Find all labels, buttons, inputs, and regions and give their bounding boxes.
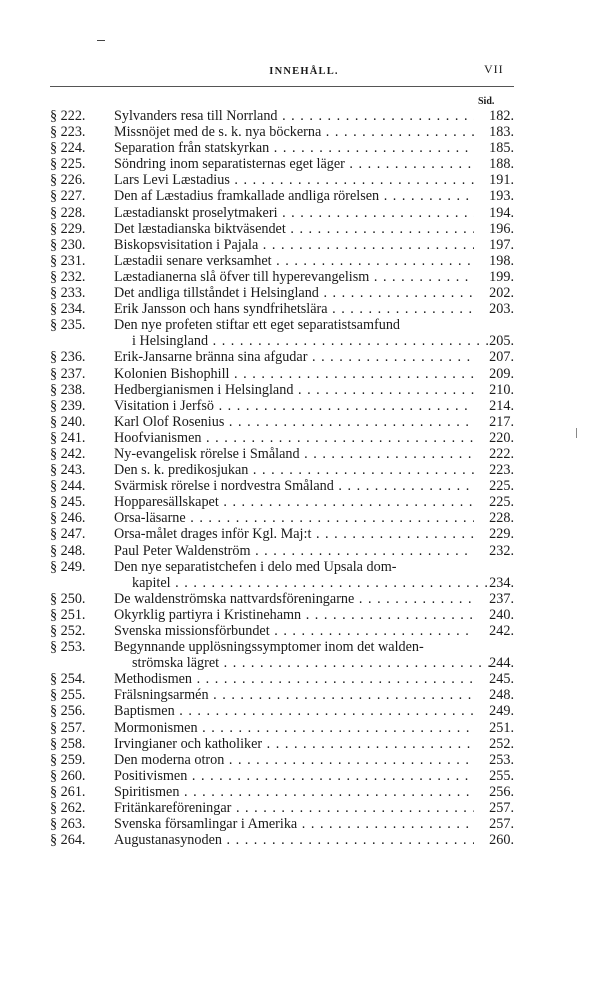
entry-title: Svärmisk rörelse i nordvestra Småland . . . — [114, 478, 474, 494]
entry-page-number: 205. — [489, 333, 514, 350]
entry-page-number: 257. — [489, 816, 514, 833]
entry-title: Det andliga tillståndet i Helsingland . . . — [114, 285, 474, 301]
entry-page-number: 255. — [489, 767, 514, 784]
entry-page-number: 248. — [489, 687, 514, 704]
entry-page-number: 203. — [489, 301, 514, 318]
section-number: § 235. — [50, 317, 86, 334]
toc-entry — [0, 768, 608, 784]
section-number: § 251. — [50, 606, 86, 623]
toc-entry — [0, 398, 608, 414]
section-number: § 228. — [50, 204, 86, 221]
toc-entry — [0, 591, 608, 607]
section-number: § 229. — [50, 220, 86, 237]
section-number: § 223. — [50, 124, 86, 141]
toc-entry — [0, 607, 608, 623]
toc-entry — [0, 172, 608, 188]
entry-page-number: 182. — [489, 108, 514, 124]
entry-title: Irvingianer och katholiker . . . — [114, 736, 474, 752]
entry-page-number: 217. — [489, 413, 514, 430]
entry-title: Okyrklig partiyra i Kristinehamn . . . — [114, 607, 474, 623]
entry-page-number: 214. — [489, 397, 514, 414]
toc-entry — [0, 205, 608, 221]
page-number: VII — [484, 62, 504, 76]
entry-title: Missnöjet med de s. k. nya böckerna . . . — [114, 124, 474, 140]
entry-page-number: 225. — [489, 494, 514, 511]
entry-title-continuation: kapitel . . . — [114, 575, 492, 591]
entry-title: Læstadianskt proselytmakeri . . . — [114, 205, 474, 221]
entry-page-number: 237. — [489, 590, 514, 607]
toc-entry-continuation — [0, 333, 608, 349]
section-number: § 254. — [50, 671, 86, 688]
entry-page-number: 251. — [489, 719, 514, 736]
toc-entry — [0, 446, 608, 462]
entry-page-number: 234. — [489, 574, 514, 591]
toc-entry — [0, 285, 608, 301]
entry-page-number: 245. — [489, 671, 514, 688]
toc-entry — [0, 800, 608, 816]
entry-page-number: 199. — [489, 268, 514, 285]
section-number: § 243. — [50, 462, 86, 479]
toc-entry — [0, 703, 608, 719]
toc-entry — [0, 832, 608, 848]
entry-page-number: 210. — [489, 381, 514, 398]
toc-entry — [0, 188, 608, 204]
toc-entry — [0, 752, 608, 768]
section-number: § 255. — [50, 687, 86, 704]
entry-title: Hedbergianismen i Helsingland . . . — [114, 382, 474, 398]
entry-page-number: 185. — [489, 140, 514, 157]
entry-title: Separation från statskyrkan . . . — [114, 140, 474, 156]
entry-page-number: 232. — [489, 542, 514, 559]
entry-page-number: 202. — [489, 285, 514, 302]
entry-title: Frälsningsarmén . . . — [114, 687, 474, 703]
section-number: § 246. — [50, 510, 86, 527]
section-number: § 247. — [50, 526, 86, 543]
toc-entry — [0, 140, 608, 156]
section-number: § 234. — [50, 301, 86, 318]
toc-entry — [0, 366, 608, 382]
entry-title: Erik-Jansarne bränna sina afgudar . . . — [114, 349, 474, 365]
entry-title: Svenska församlingar i Amerika . . . — [114, 816, 474, 832]
toc-entry — [0, 784, 608, 800]
entry-page-number: 222. — [489, 445, 514, 462]
entry-title: Methodismen . . . — [114, 671, 474, 687]
toc-entry — [0, 382, 608, 398]
entry-page-number: 183. — [489, 124, 514, 141]
section-number: § 257. — [50, 719, 86, 736]
toc-entry — [0, 269, 608, 285]
entry-page-number: 244. — [489, 655, 514, 672]
section-number: § 256. — [50, 703, 86, 720]
entry-title: Orsa-målet drages inför Kgl. Maj:t . . . — [114, 526, 474, 542]
section-number: § 252. — [50, 623, 86, 639]
section-number: § 242. — [50, 445, 86, 462]
section-number: § 259. — [50, 751, 86, 768]
entry-title: Visitation i Jerfsö . . . — [114, 398, 474, 414]
section-number: § 239. — [50, 397, 86, 414]
entry-page-number: 225. — [489, 478, 514, 495]
page-column-label: Sid. — [478, 96, 495, 107]
entry-title: De waldenströmska nattvardsföreningarne . . . — [114, 591, 474, 607]
entry-title: Den nye separatistchefen i delo med Upsala dom- — [114, 558, 397, 575]
section-number: § 237. — [50, 365, 86, 382]
section-number: § 250. — [50, 590, 86, 607]
entry-page-number: 249. — [489, 703, 514, 720]
section-number: § 222. — [50, 108, 86, 124]
entry-page-number: 220. — [489, 429, 514, 446]
entry-title: Sylvanders resa till Norrland . . . — [114, 108, 474, 124]
entry-page-number: 198. — [489, 252, 514, 269]
entry-title: Læstadianerna slå öfver till hyperevangelism . . . — [114, 269, 474, 285]
entry-title: Hoofvianismen . . . — [114, 430, 474, 446]
toc-entry — [0, 301, 608, 317]
entry-page-number: 196. — [489, 220, 514, 237]
toc-entry — [0, 478, 608, 494]
toc-entry — [0, 559, 608, 575]
toc-entry — [0, 124, 608, 140]
section-number: § 253. — [50, 639, 86, 656]
section-number: § 231. — [50, 252, 86, 269]
entry-title: Augustanasynoden . . . — [114, 832, 474, 848]
entry-title: Lars Levi Læstadius . . . — [114, 172, 474, 188]
section-number: § 241. — [50, 429, 86, 446]
section-number: § 258. — [50, 735, 86, 752]
section-number: § 236. — [50, 349, 86, 366]
entry-title: Læstadii senare verksamhet . . . — [114, 253, 474, 269]
entry-title: Den nye profeten stiftar ett eget separatistsamfund — [114, 317, 401, 334]
toc-entry — [0, 462, 608, 478]
section-number: § 249. — [50, 558, 86, 575]
section-number: § 261. — [50, 783, 86, 800]
entry-page-number: 256. — [489, 783, 514, 800]
toc-entry — [0, 639, 608, 655]
entry-page-number: 188. — [489, 156, 514, 173]
entry-page-number: 257. — [489, 800, 514, 817]
top-mark — [97, 40, 105, 41]
section-number: § 225. — [50, 156, 86, 173]
entry-title: Karl Olof Rosenius . . . — [114, 414, 474, 430]
section-number: § 262. — [50, 800, 86, 817]
entry-title: Det læstadianska biktväsendet . . . — [114, 221, 474, 237]
entry-page-number: 242. — [489, 623, 514, 639]
section-number: § 227. — [50, 188, 86, 205]
toc-entry — [0, 221, 608, 237]
entry-page-number: 252. — [489, 735, 514, 752]
toc-entry — [0, 510, 608, 526]
entry-title: Den s. k. predikosjukan . . . — [114, 462, 474, 478]
toc-entry — [0, 253, 608, 269]
entry-title: Hopparesällskapet . . . — [114, 494, 474, 510]
section-number: § 230. — [50, 236, 86, 253]
toc-entry — [0, 623, 608, 639]
toc-entry — [0, 349, 608, 365]
section-number: § 226. — [50, 172, 86, 189]
entry-page-number: 223. — [489, 462, 514, 479]
entry-page-number: 228. — [489, 510, 514, 527]
toc-entry — [0, 414, 608, 430]
entry-title: Fritänkareföreningar . . . — [114, 800, 474, 816]
entry-title-continuation: i Helsingland . . . — [114, 333, 492, 349]
toc-entry — [0, 156, 608, 172]
entry-page-number: 253. — [489, 751, 514, 768]
toc-entry — [0, 526, 608, 542]
section-number: § 232. — [50, 268, 86, 285]
toc-entry — [0, 736, 608, 752]
section-number: § 224. — [50, 140, 86, 157]
table-of-contents — [0, 108, 608, 848]
toc-entry — [0, 237, 608, 253]
toc-entry — [0, 720, 608, 736]
entry-page-number: 191. — [489, 172, 514, 189]
section-number: § 240. — [50, 413, 86, 430]
entry-page-number: 260. — [489, 832, 514, 849]
entry-page-number: 194. — [489, 204, 514, 221]
section-number: § 248. — [50, 542, 86, 559]
header-rule — [50, 86, 514, 87]
toc-entry — [0, 687, 608, 703]
entry-page-number: 197. — [489, 236, 514, 253]
entry-title: Biskopsvisitation i Pajala . . . — [114, 237, 474, 253]
toc-entry — [0, 816, 608, 832]
entry-title: Begynnande upplösningssymptomer inom det walden- — [114, 639, 424, 656]
entry-page-number: 229. — [489, 526, 514, 543]
entry-title: Söndring inom separatisternas eget läger . . . — [114, 156, 474, 172]
section-number: § 244. — [50, 478, 86, 495]
entry-page-number: 209. — [489, 365, 514, 382]
entry-title: Kolonien Bishophill . . . — [114, 366, 474, 382]
section-number: § 238. — [50, 381, 86, 398]
entry-title: Den moderna otron . . . — [114, 752, 474, 768]
entry-title: Erik Jansson och hans syndfrihetslära . . . — [114, 301, 474, 317]
toc-entry — [0, 543, 608, 559]
toc-entry-continuation — [0, 575, 608, 591]
entry-title: Positivismen . . . — [114, 768, 474, 784]
entry-page-number: 193. — [489, 188, 514, 205]
section-number: § 233. — [50, 285, 86, 302]
toc-entry — [0, 494, 608, 510]
toc-entry — [0, 317, 608, 333]
entry-title: Baptismen . . . — [114, 703, 474, 719]
toc-entry — [0, 430, 608, 446]
entry-page-number: 207. — [489, 349, 514, 366]
entry-title: Mormonismen . . . — [114, 720, 474, 736]
entry-page-number: 240. — [489, 606, 514, 623]
running-header-title: INNEHÅLL. — [269, 66, 339, 77]
margin-mark — [576, 428, 577, 438]
entry-title-continuation: strömska lägret . . . — [114, 655, 492, 671]
toc-entry-continuation — [0, 655, 608, 671]
entry-title: Den af Læstadius framkallade andliga rörelsen . . . — [114, 188, 474, 204]
section-number: § 245. — [50, 494, 86, 511]
entry-title: Paul Peter Waldenström . . . — [114, 543, 474, 559]
entry-title: Spiritismen . . . — [114, 784, 474, 800]
entry-title: Ny-evangelisk rörelse i Småland . . . — [114, 446, 474, 462]
section-number: § 263. — [50, 816, 86, 833]
section-number: § 264. — [50, 832, 86, 849]
entry-title: Orsa-läsarne . . . — [114, 510, 474, 526]
section-number: § 260. — [50, 767, 86, 784]
toc-entry — [0, 671, 608, 687]
entry-title: Svenska missionsförbundet . . . — [114, 623, 474, 639]
toc-entry — [0, 108, 608, 124]
